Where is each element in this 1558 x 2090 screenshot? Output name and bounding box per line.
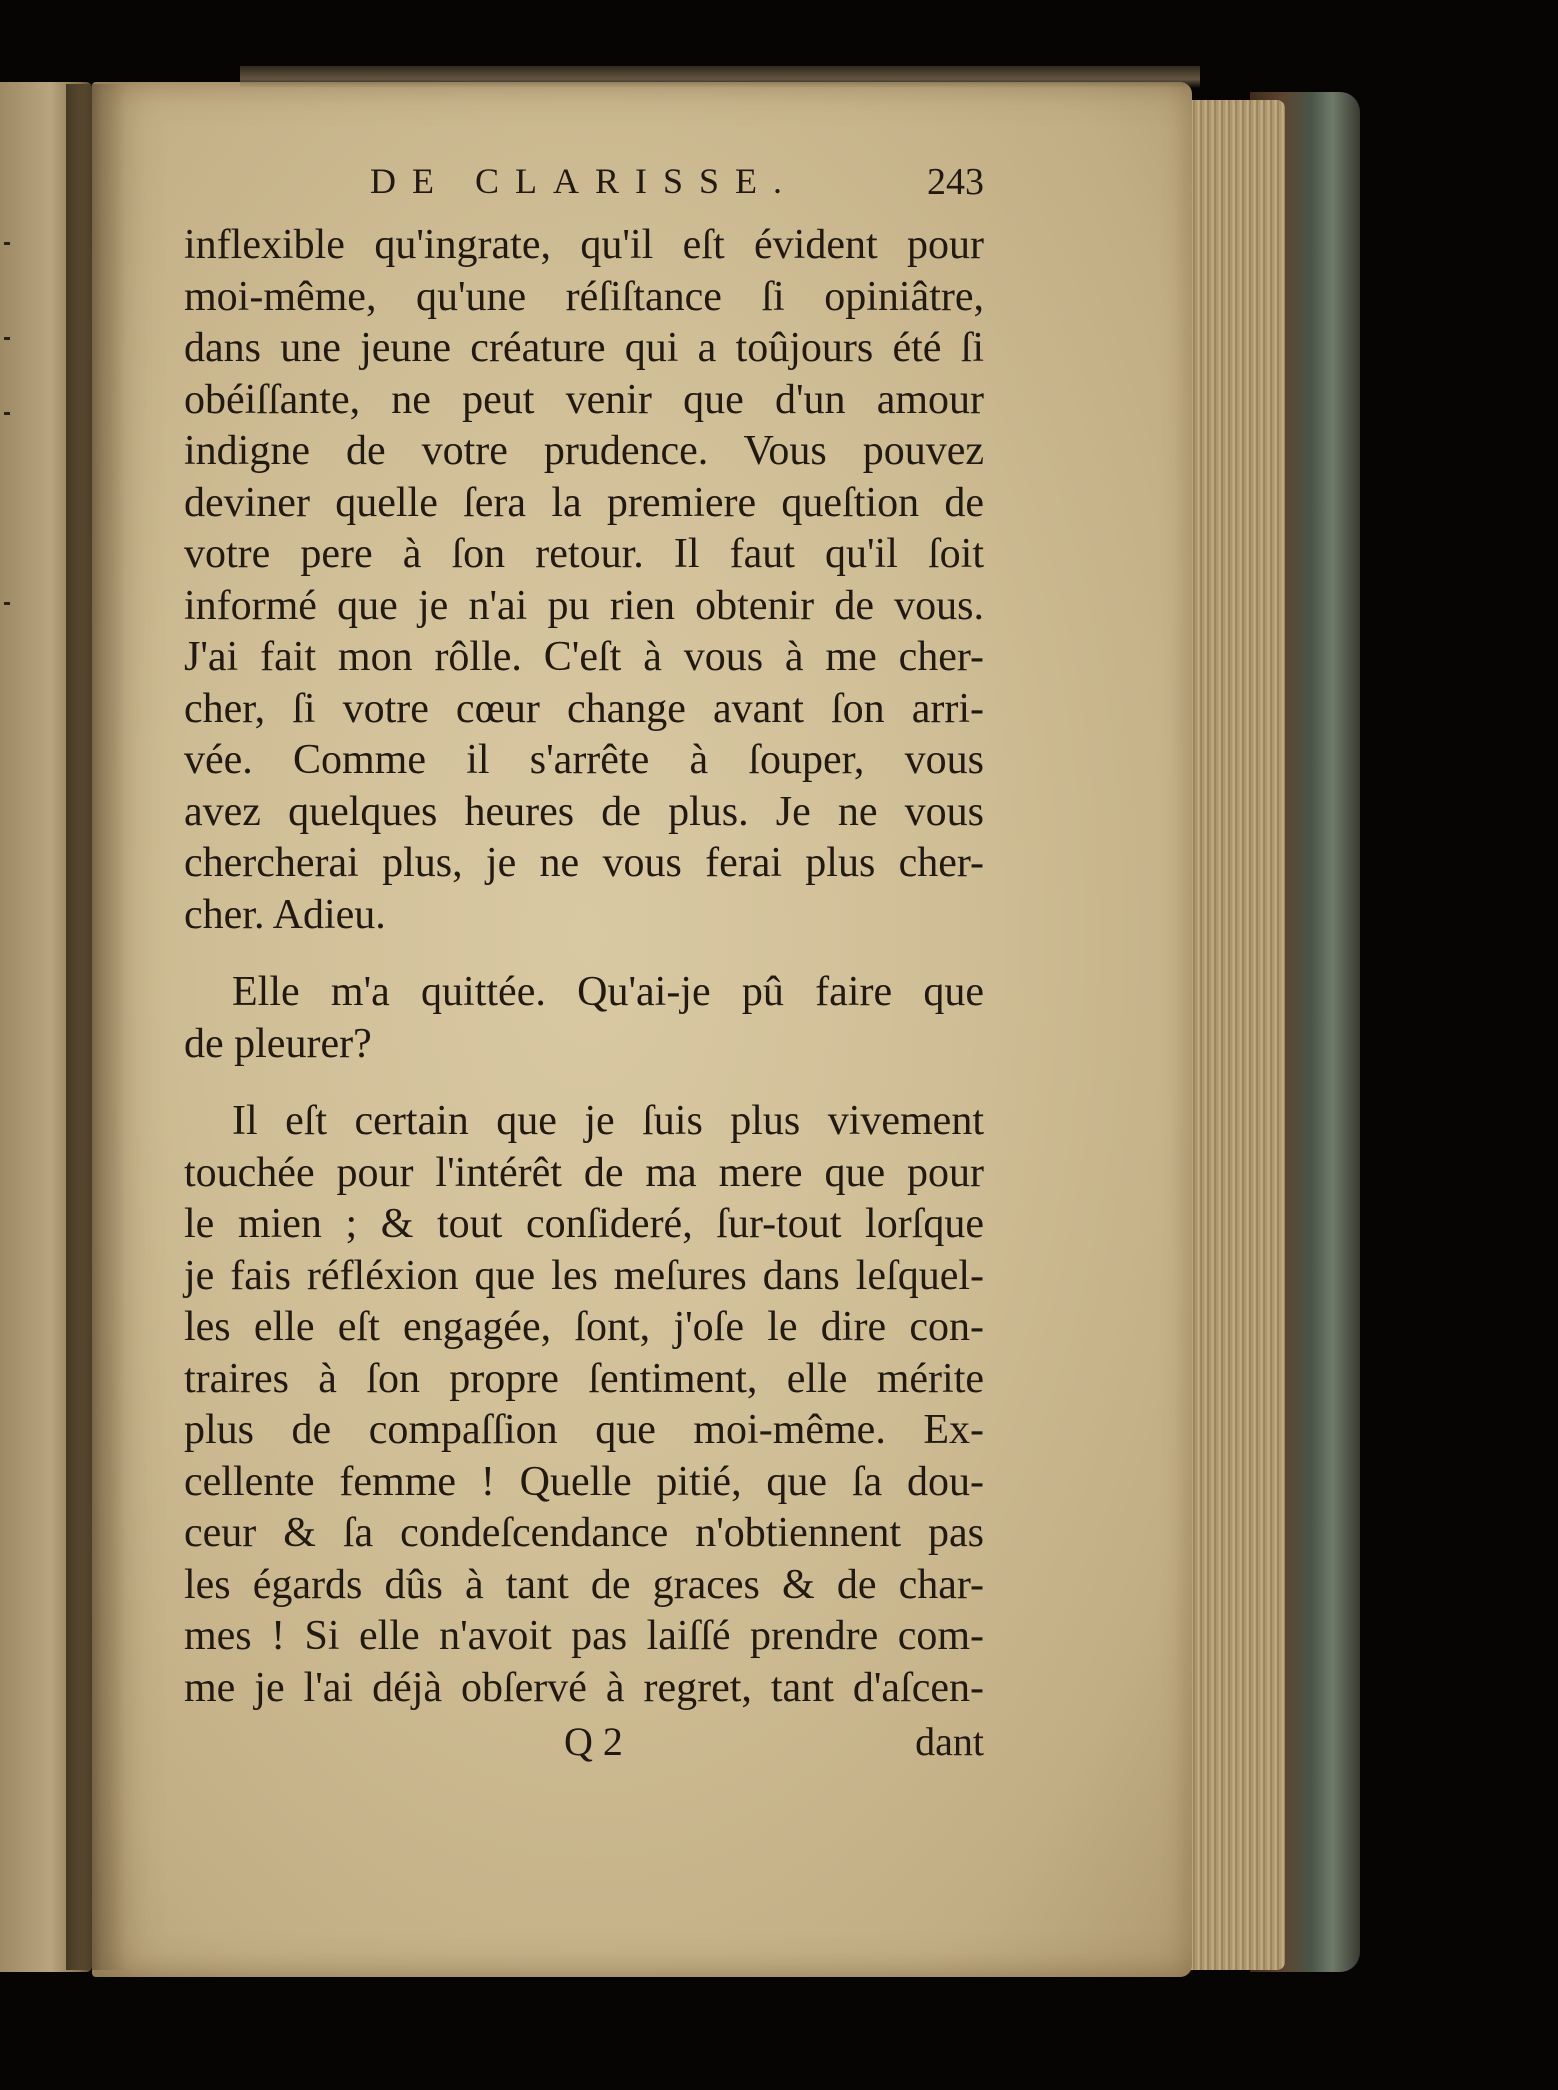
text-line: votre pere à ſon retour. Il faut qu'il ſoit (184, 531, 984, 577)
text-line: cellente femme ! Quelle pitié, que ſa dou- (184, 1458, 984, 1505)
page-number: 243 (927, 161, 984, 203)
text-line: dans une jeune créature qui a toûjours été ſi (184, 325, 984, 371)
text-line: ceur & ſa condeſcendance n'obtiennent pas (184, 1510, 984, 1556)
text-line: les elle eſt engagée, ſont, j'oſe le dire con- (184, 1304, 984, 1350)
text-line: le mien ; & tout conſideré, ſur-tout lorſque (184, 1201, 984, 1247)
text-line: les égards dûs à tant de graces & de char- (184, 1561, 984, 1608)
text-line: touchée pour l'intérêt de ma mere que pour (184, 1149, 984, 1196)
running-head (184, 160, 984, 218)
catchword: dant (915, 1719, 984, 1764)
text-line: mes ! Si elle n'avoit pas laiſſé prendre com- (184, 1613, 984, 1659)
ink-mark (4, 242, 10, 245)
text-line: avez quelques heures de plus. Je ne vous (184, 788, 984, 835)
paragraph-3 (184, 1096, 984, 1714)
ink-mark (4, 337, 10, 340)
text-line: plus de compaſſion que moi-même. Ex- (184, 1407, 984, 1453)
ink-mark (4, 412, 10, 415)
text-line: Elle m'a quittée. Qu'ai-je pû faire que (232, 969, 984, 1015)
text-line: de pleurer? (184, 1020, 372, 1067)
page-top-edge (240, 66, 1200, 88)
text-line: moi-même, qu'une réſiſtance ſi opiniâtre, (184, 273, 984, 320)
text-line: J'ai fait mon rôlle. C'eſt à vous à me cher- (184, 634, 984, 680)
text-line: cher, ſi votre cœur change avant ſon arri- (184, 685, 984, 732)
text-line: cher. Adieu. (184, 891, 386, 938)
text-line: obéiſſante, ne peut venir que d'un amour (184, 376, 984, 423)
text-line: informé que je n'ai pu rien obtenir de vous. (184, 582, 984, 629)
text-line: inflexible qu'ingrate, qu'il eſt évident pour (184, 222, 984, 268)
text-line: je fais réfléxion que les meſures dans leſquel- (184, 1252, 984, 1299)
text-line: vée. Comme il s'arrête à ſouper, vous (184, 737, 984, 783)
gutter-shadow (66, 84, 126, 1970)
text-line: Il eſt certain que je ſuis plus vivement (232, 1098, 984, 1144)
page-text (184, 160, 984, 1770)
paragraph-2 (184, 967, 984, 1070)
running-title: DE CLARISSE. (370, 161, 799, 201)
paragraph-1 (184, 220, 984, 941)
text-line: me je l'ai déjà obſervé à regret, tant d'aſcen- (184, 1664, 984, 1711)
text-line: traires à ſon propre ſentiment, elle mérite (184, 1355, 984, 1402)
signature-mark: Q 2 (564, 1719, 623, 1764)
text-line: deviner quelle ſera la premiere queſtion de (184, 479, 984, 526)
ink-mark (4, 602, 10, 605)
text-line: indigne de votre prudence. Vous pouvez (184, 428, 984, 474)
text-line: chercherai plus, je ne vous ferai plus cher- (184, 840, 984, 886)
page-footer (184, 1718, 984, 1770)
